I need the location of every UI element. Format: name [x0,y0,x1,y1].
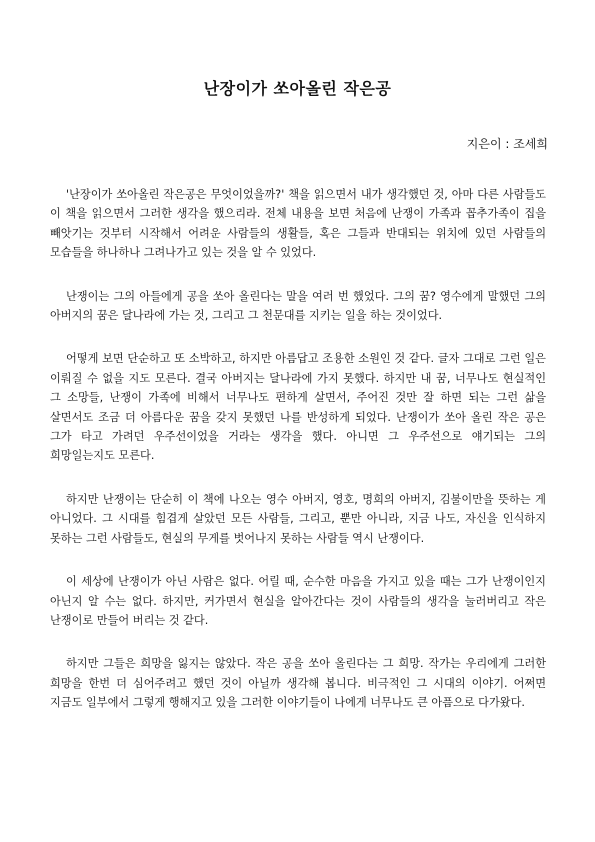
author-line: 지은이 : 조세희 [466,137,548,151]
paragraph-4: 하지만 난쟁이는 단순히 이 책에 나오는 영수 아버지, 영호, 명희의 아버지, 김불이만을 뜻하는 게 아니었다. 그 시대를 힘겹게 살았던 모든 사람들, 그리고, 뿐만 아니라, 지금 나도, 자신을 인식하지 못하는 그런 사람들도, 현실의 무게를 벗어나지 못하는 사람들 역시 난쟁이다. [50,492,546,545]
paragraph-2: 난쟁이는 그의 아들에게 공을 쏘아 올린다는 말을 여러 번 했었다. 그의 꿈? 영수에게 말했던 그의 아버지의 꿈은 달나라에 가는 것, 그리고 그 천문대를 지키는 일을 하는 것이었다. [50,289,546,323]
paragraph-6: 하지만 그들은 희망을 잃지는 않았다. 작은 공을 쏘아 올린다는 그 희망. 작가는 우리에게 그러한 희망을 한번 더 심어주려고 했던 것이 아닐까 생각해 봅니다. 비극적인 그 시대의 이야기. 어쩌면 지금도 일부에서 그렇게 행해지고 있을 그러한 이야기들이 나에게 너무나도 큰 아픔으로 다가왔다. [50,657,546,710]
paragraph-3: 어떻게 보면 단순하고 또 소박하고, 하지만 아름답고 조용한 소원인 것 같다. 글자 그대로 그런 일은 이뤄질 수 없을 지도 모른다. 결국 아버지는 달나라에 가지 못했다. 하지만 내 꿈, 너무나도 현실적인 그 소망들, 난쟁이 가족에 비해서 너무나도 편하게 살면서, 주어진 것만 잘 하면 되는 그런 삶을 살면서도 조금 더 아름다운 꿈을 갖지 못했던 나를 반성하게 되었다. 난쟁이가 쏘아 올린 작은 공은 그가 타고 가려던 우주선이었을 거라는 생각을 했다. 아니면 그 우주선으로 얘기되는 그의 희망일는지도 모른다. [50,352,546,463]
document-title: 난장이가 쏘아올린 작은공 [203,79,392,98]
paragraph-1: '난장이가 쏘아올린 작은공은 무엇이었을까?' 책을 읽으면서 내가 생각했던 것, 아마 다른 사람들도 이 책을 읽으면서 그러한 생각을 했으리라. 전체 내용을 보면 처음에 난쟁이 가족과 꼽추가족이 집을 빼앗기는 것부터 시작해서 어려운 사람들의 생활들, 혹은 그들과 반대되는 위치에 있던 사람들의 모습들을 하나하나 그려나가고 있는 것을 알 수 있었다. [50,188,546,260]
document-body [50,185,546,737]
paragraph-5: 이 세상에 난쟁이가 아닌 사람은 없다. 어릴 때, 순수한 마음을 가지고 있을 때는 그가 난쟁이인지 아닌지 알 수는 없다. 하지만, 커가면서 현실을 알아간다는 것이 사람들의 생각을 눌러버리고 작은 난쟁이로 만들어 버리는 것 같다. [50,575,546,627]
